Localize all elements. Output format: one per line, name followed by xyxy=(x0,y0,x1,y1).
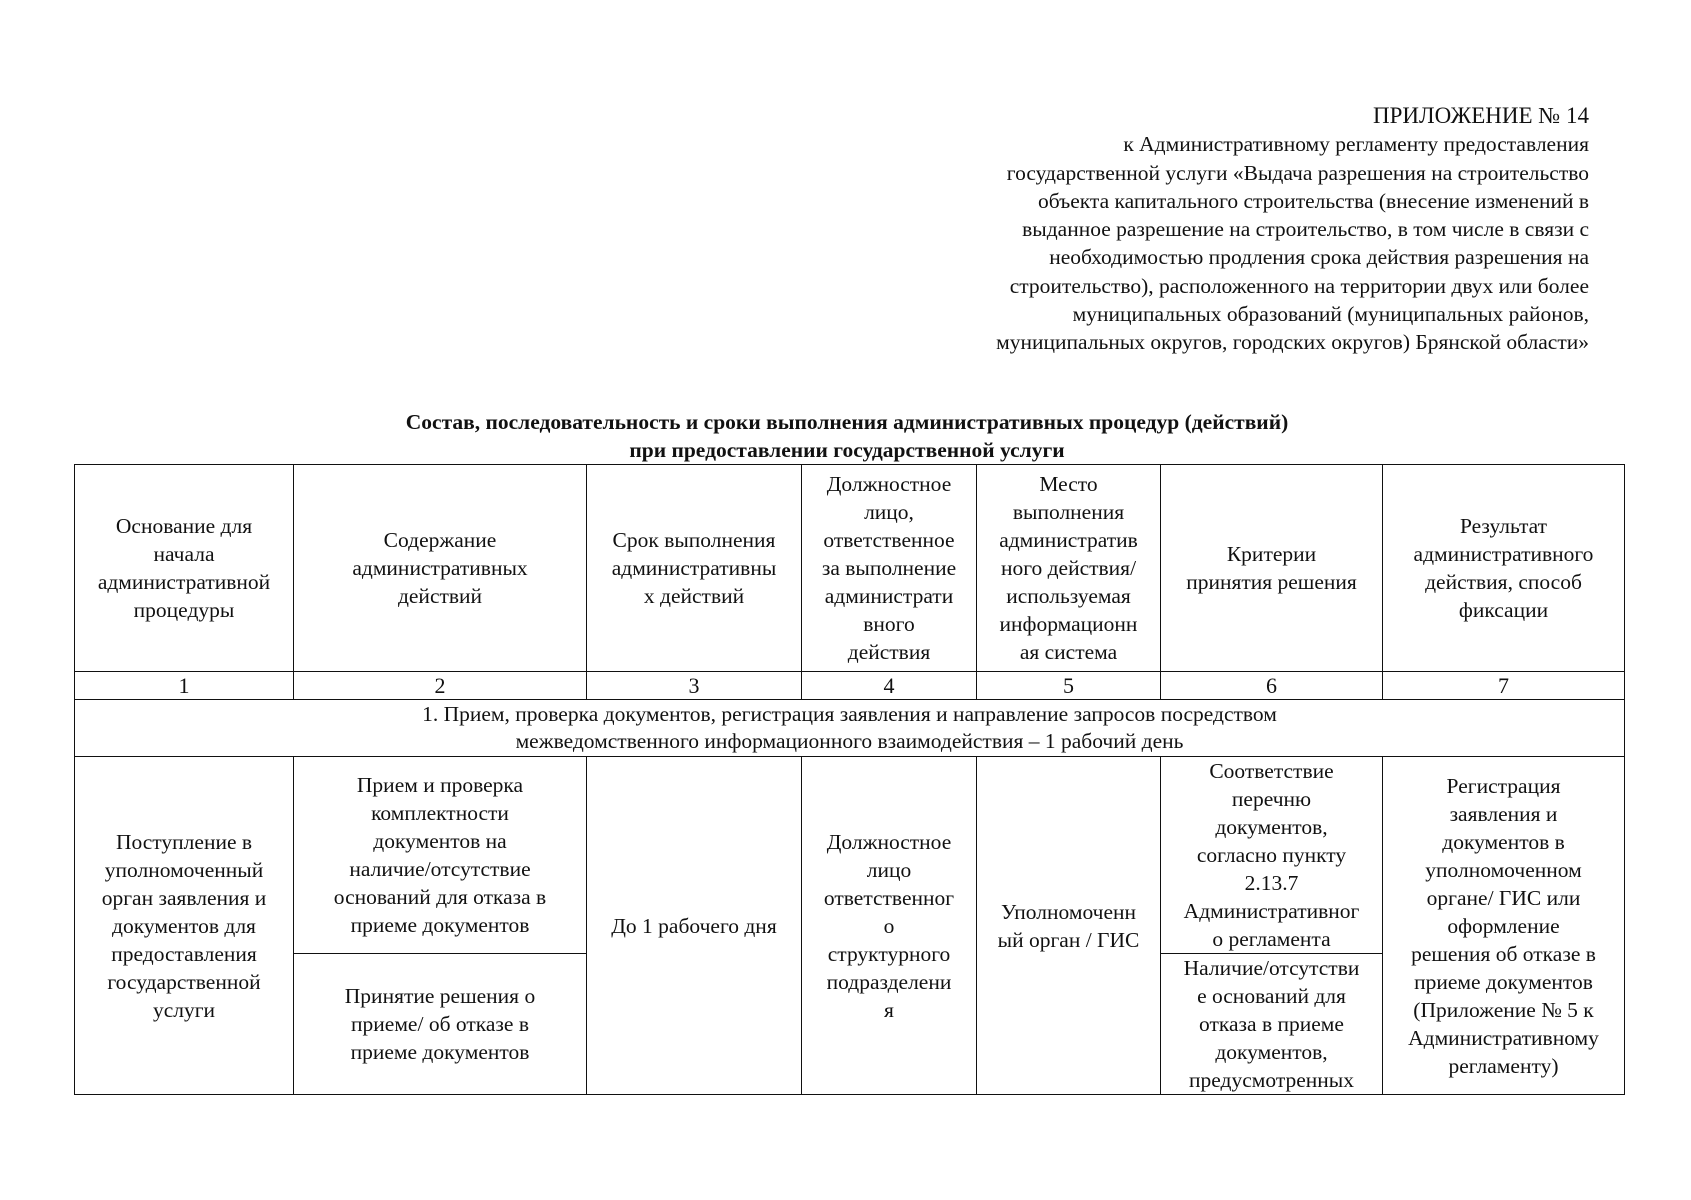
cell-basis: Поступление в уполномоченный орган заявления и документов для предоставления государственной услуги xyxy=(75,757,294,1095)
column-number-row xyxy=(75,672,1625,700)
cell-criteria-compliance: Соответствие перечню документов, согласно пункту 2.13.7 Административног о регламента xyxy=(1161,757,1383,954)
table-title-line-2: при предоставлении государственной услуги xyxy=(629,438,1065,462)
column-number: 6 xyxy=(1161,672,1383,700)
column-number: 5 xyxy=(977,672,1161,700)
appendix-line: к Административному регламенту предоставления xyxy=(1123,132,1589,157)
header-content: Содержание административных действий xyxy=(294,465,587,672)
section-heading: 1. Прием, проверка документов, регистрация заявления и направление запросов посредством межведомственного информационного взаимодействия – 1 рабочий день xyxy=(75,700,1625,757)
cell-place: Уполномоченн ый орган / ГИС xyxy=(977,757,1161,1095)
column-number: 3 xyxy=(587,672,802,700)
column-number: 7 xyxy=(1383,672,1625,700)
cell-term: До 1 рабочего дня xyxy=(587,757,802,1095)
header-place: Место выполнения административ ного действия/ используемая информационн ая система xyxy=(977,465,1161,672)
cell-result: Регистрация заявления и документов в уполномоченном органе/ ГИС или оформление решения об отказе в приеме документов (Приложение № 5 к Административному регламенту) xyxy=(1383,757,1625,1095)
cell-official: Должностное лицо ответственног о структурного подразделени я xyxy=(802,757,977,1095)
table-title xyxy=(72,408,1622,464)
column-number: 4 xyxy=(802,672,977,700)
cell-criteria-grounds: Наличие/отсутстви е оснований для отказа в приеме документов, предусмотренных xyxy=(1161,954,1383,1095)
cell-content-decision: Принятие решения о приеме/ об отказе в приеме документов xyxy=(294,954,587,1095)
appendix-header xyxy=(869,102,1589,357)
header-official: Должностное лицо, ответственное за выполнение администрати вного действия xyxy=(802,465,977,672)
header-term: Срок выполнения административны х действий xyxy=(587,465,802,672)
appendix-line: необходимостью продления срока действия разрешения на xyxy=(1049,245,1589,270)
table-title-line-1: Состав, последовательность и сроки выполнения административных процедур (действий) xyxy=(405,410,1289,434)
section-row xyxy=(75,700,1625,757)
header-criteria: Критерии принятия решения xyxy=(1161,465,1383,672)
appendix-line: муниципальных образований (муниципальных районов, xyxy=(1072,302,1589,327)
appendix-line: государственной услуги «Выдача разрешения на строительство xyxy=(1006,160,1589,185)
appendix-number: ПРИЛОЖЕНИЕ № 14 xyxy=(1372,103,1589,128)
procedures-table xyxy=(74,464,1625,1095)
column-number: 1 xyxy=(75,672,294,700)
table-header-row xyxy=(75,465,1625,672)
appendix-line: строительство), расположенного на территории двух или более xyxy=(1009,273,1589,298)
header-result: Результат административного действия, способ фиксации xyxy=(1383,465,1625,672)
appendix-line: муниципальных округов, городских округов) Брянской области» xyxy=(996,330,1589,355)
header-basis: Основание для начала административной процедуры xyxy=(75,465,294,672)
table-row xyxy=(75,757,1625,954)
column-number: 2 xyxy=(294,672,587,700)
appendix-line: объекта капитального строительства (внесение изменений в xyxy=(1037,188,1589,213)
cell-content-reception: Прием и проверка комплектности документов на наличие/отсутствие оснований для отказа в приеме документов xyxy=(294,757,587,954)
appendix-line: выданное разрешение на строительство, в том числе в связи с xyxy=(1022,217,1589,242)
